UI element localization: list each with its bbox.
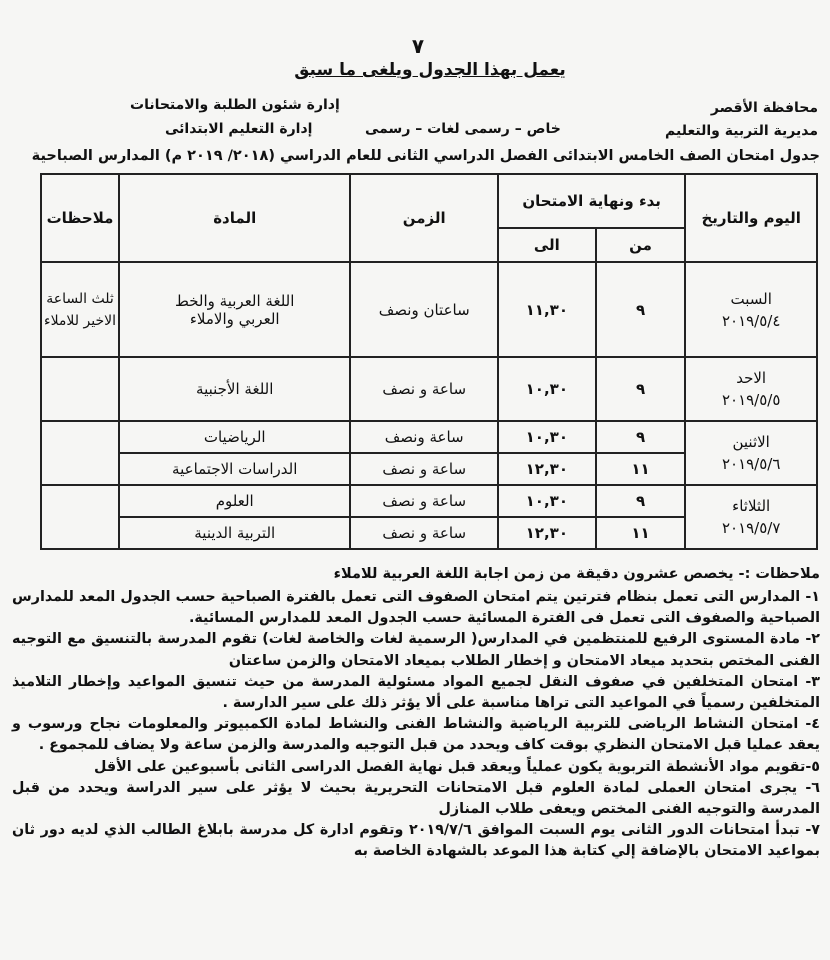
start-time: ٩ — [596, 262, 686, 357]
day-date-cell — [685, 262, 817, 357]
day-date-cell — [685, 485, 817, 549]
subject: العلوم — [119, 485, 350, 517]
day-name: السبت — [730, 289, 772, 308]
remarks: ثلث الساعة الاخير للاملاء — [41, 262, 119, 357]
end-time: ١٢,٣٠ — [498, 517, 596, 549]
remarks — [41, 357, 119, 421]
end-time: ١١,٣٠ — [498, 262, 596, 357]
start-time: ٩ — [596, 357, 686, 421]
note-item: ٤- امتحان النشاط الرياضى للتربية الرياضية والنشاط الفنى والنشاط لمادة الكمبيوتر والمعلومات نجاح ورسوب و يعقد عمليا قبل الامتحان النظري بوقت كاف ويحدد من قبل التوجيه والمدرسة والزمن ساعة ولا يضاف للمجموع . — [12, 716, 820, 754]
end-time: ١٠,٣٠ — [498, 357, 596, 421]
supersede-notice: يعمل بهذا الجدول ويلغى ما سبق — [294, 60, 566, 80]
exam-date: ٢٠١٩/٥/٧ — [721, 519, 781, 537]
note-item: ٣- امتحان المتخلفين في صفوف النقل لجميع المواد مسئولية المدرسة من حيث تنسيق المواعيد وإخطار التلاميذ المتخلفين رسمياً في المواعيد التى تراها مناسبة على ألا يؤثر ذلك على سير الدارسة . — [12, 673, 820, 712]
end-time: ١٠,٣٠ — [498, 485, 596, 517]
subject: الدراسات الاجتماعية — [119, 453, 350, 485]
table-title: جدول امتحان الصف الخامس الابتدائى الفصل الدراسي الثانى للعام الدراسي (٢٠١٨/ ٢٠١٩ م) المدارس الصباحية — [31, 148, 820, 164]
duration: ساعة و نصف — [350, 517, 498, 549]
end-time: ١٢,٣٠ — [498, 453, 596, 485]
remarks — [41, 421, 119, 485]
start-time: ١١ — [596, 453, 686, 485]
end-time: ١٠,٣٠ — [498, 421, 596, 453]
start-time: ٩ — [596, 421, 686, 453]
remarks — [41, 485, 119, 549]
admin-affairs-label: إدارة شئون الطلبة والامتحانات — [130, 97, 340, 113]
subject: اللغة العربية والخط العربي والاملاء — [119, 262, 350, 357]
note-item: ٦- يجرى امتحان العملى لمادة العلوم قبل الامتحانات التحريرية بحيث لا يؤثر على سير الدراسة ويحدد من قبل المدرسة والتوجيه الفنى المختص ويعفى طلاب المنازل — [12, 779, 820, 818]
exam-schedule-table — [40, 173, 818, 550]
exam-date: ٢٠١٩/٥/٤ — [721, 311, 781, 330]
header-from: من — [596, 228, 686, 262]
notes-title: ملاحظات :- يخصص عشرون دقيقة من زمن اجابة اللغة العربية للاملاء — [333, 566, 820, 582]
header-to: الى — [498, 228, 596, 262]
directorate-label: مديرية التربية والتعليم — [665, 123, 818, 139]
day-date-cell — [685, 357, 817, 421]
duration: ساعة ونصف — [350, 421, 498, 453]
day-name: الاثنين — [732, 433, 770, 451]
duration: ساعتان ونصف — [350, 262, 498, 357]
header-day-date: اليوم والتاريخ — [685, 174, 817, 262]
governorate-label: محافظة الأقصر — [710, 100, 818, 116]
duration: ساعة و نصف — [350, 485, 498, 517]
table-row — [41, 357, 817, 421]
note-item: ١- المدارس التى تعمل بنظام فترتين يتم امتحان الصفوف التى تعمل بالفترة الصباحية حسب الجدول المعد للمدارس الصباحية والصفوف التى تعمل فى الفترة المسائية حسب الجدول المعد للمدارس المسائية. — [12, 589, 820, 627]
exam-date: ٢٠١٩/٥/٥ — [721, 391, 781, 409]
note-item: ٥-تقويم مواد الأنشطة التربوية يكون عملياً ويعقد قبل نهاية الفصل الدراسى الثانى بأسبوعين على الأقل — [93, 758, 820, 775]
table-header-row — [41, 174, 817, 228]
header-subject: المادة — [119, 174, 350, 262]
header-remarks: ملاحظات — [41, 174, 119, 262]
table-row — [41, 485, 817, 517]
day-date-cell — [685, 421, 817, 485]
admin-primary-label: إدارة التعليم الابتدائى — [165, 121, 313, 137]
header-duration: الزمن — [350, 174, 498, 262]
start-time: ٩ — [596, 485, 686, 517]
subject: الرياضيات — [119, 421, 350, 453]
page-number: ٧ — [411, 34, 425, 58]
duration: ساعة و نصف — [350, 453, 498, 485]
header-start-end: بدء ونهاية الامتحان — [498, 174, 685, 228]
exam-date: ٢٠١٩/٥/٦ — [721, 455, 781, 473]
subject: اللغة الأجنبية — [119, 357, 350, 421]
table-row — [41, 262, 817, 357]
day-name: الثلاثاء — [732, 497, 771, 515]
table-row — [41, 421, 817, 453]
duration: ساعة و نصف — [350, 357, 498, 421]
note-item: ٧- تبدأ امتحانات الدور الثانى يوم السبت الموافق ٢٠١٩/٧/٦ وتقوم ادارة كل مدرسة بابلاغ الطالب الذي لديه دور ثان بمواعيد الامتحان بالإضافة إلي كتابة هذا الموعد بالشهادة الخاصة به — [12, 822, 821, 860]
note-item: ٢- مادة المستوى الرفيع للمنتظمين في المدارس( الرسمية لغات والخاصة لغات) تقوم المدرسة بالتنسيق مع التوجيه الفنى المختص بتحديد ميعاد الامتحان و إخطار الطلاب بميعاد الامتحان والزمن ساعتان — [12, 631, 820, 669]
start-time: ١١ — [596, 517, 686, 549]
notes-list — [12, 587, 820, 863]
day-name: الاحد — [736, 369, 767, 387]
school-types-label: خاص – رسمى لغات – رسمى — [365, 121, 561, 137]
subject: التربية الدينية — [119, 517, 350, 549]
